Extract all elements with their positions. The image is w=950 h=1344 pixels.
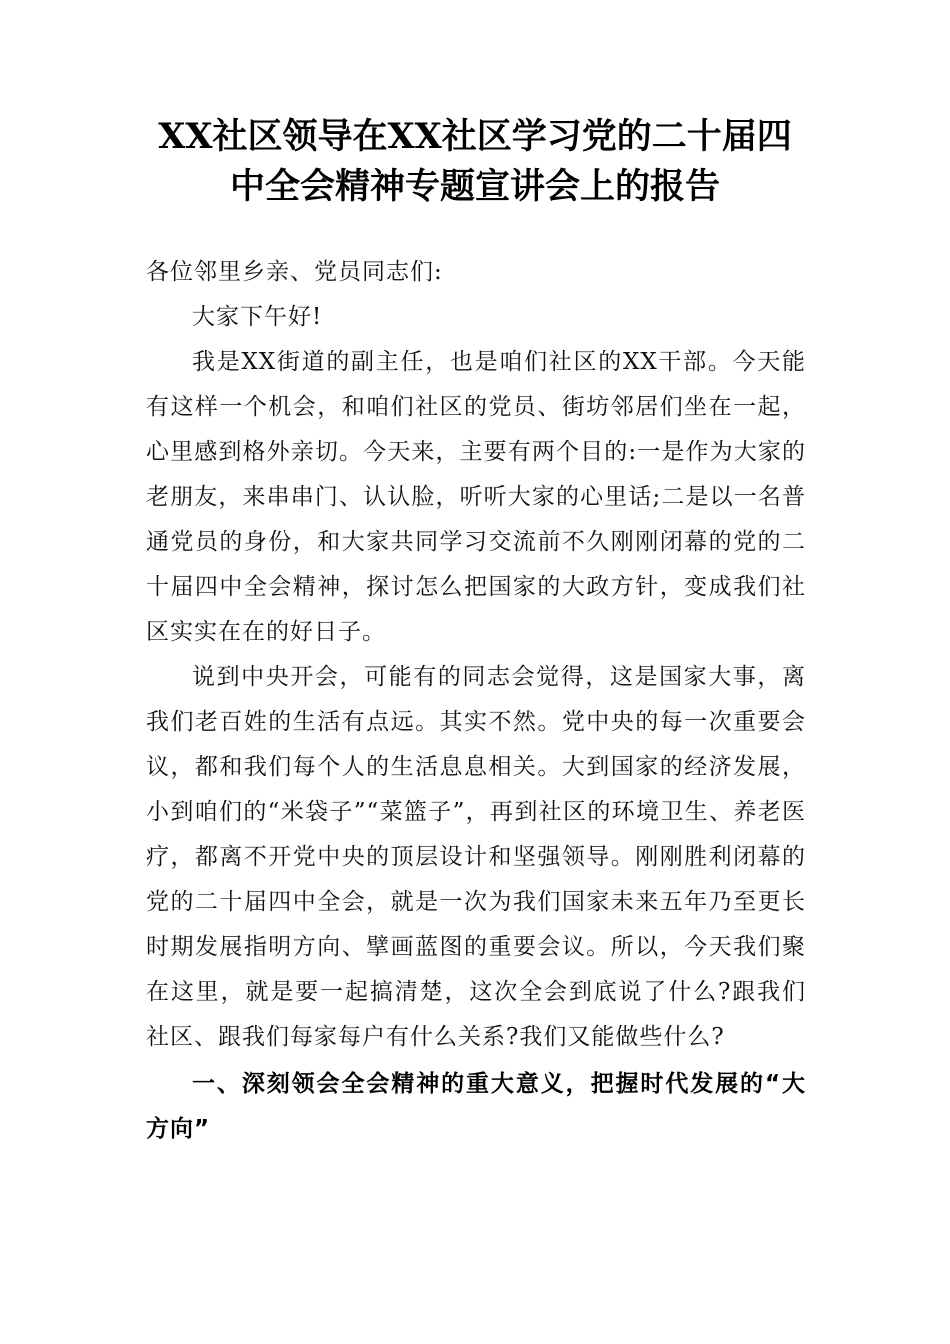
title-line-2: 中全会精神专题宣讲会上的报告	[229, 166, 720, 207]
section-heading-1: 一、深刻领会全会精神的重大意义，把握时代发展的“大方向”	[146, 1071, 806, 1142]
paragraph-introduction: 我是XX街道的副主任，也是咱们社区的XX干部。今天能有这样一个机会，和咱们社区的党员、街坊邻居们坐在一起，心里感到格外亲切。今天来，主要有两个目的:一是作为大家的老朋友，来串串门、认认脸，听听大家的心里话;二是以一名普通党员的身份，和大家共同学习交流前不久刚刚闭幕的党的二十届四中全会精神，探讨怎么把国家的大政方针，变成我们社区实实在在的好日子。	[146, 349, 806, 645]
title-line-1: XX社区领导在XX社区学习党的二十届四	[158, 116, 792, 157]
document-body	[146, 250, 806, 1152]
greeting: 大家下午好!	[192, 304, 323, 330]
document-title	[120, 112, 830, 212]
salutation: 各位邻里乡亲、党员同志们:	[146, 259, 443, 285]
paragraph-significance: 说到中央开会，可能有的同志会觉得，这是国家大事，离我们老百姓的生活有点远。其实不然。党中央的每一次重要会议，都和我们每个人的生活息息相关。大到国家的经济发展，小到咱们的“米袋子”“菜篮子”，再到社区的环境卫生、养老医疗，都离不开党中央的顶层设计和坚强领导。刚刚胜利闭幕的党的二十届四中全会，就是一次为我们国家未来五年乃至更长时期发展指明方向、擘画蓝图的重要会议。所以，今天我们聚在这里，就是要一起搞清楚，这次全会到底说了什么?跟我们社区、跟我们每家每户有什么关系?我们又能做些什么?	[146, 664, 806, 1050]
